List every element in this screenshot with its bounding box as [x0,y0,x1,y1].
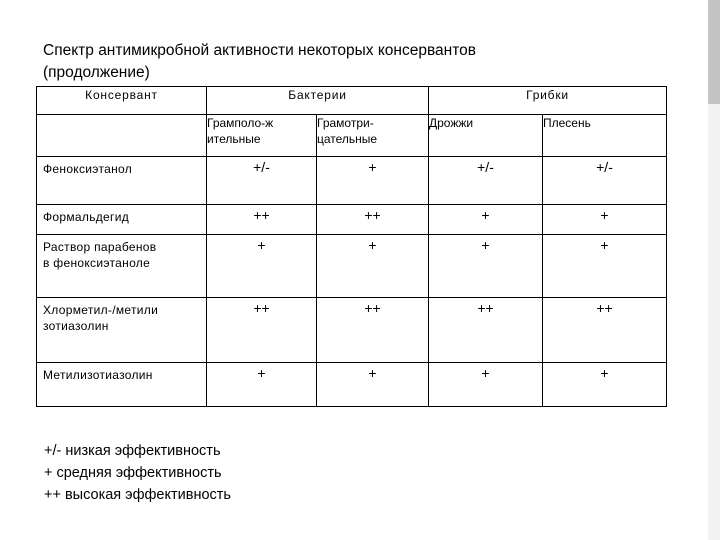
header-row [37,87,667,115]
legend-high: ++ высокая эффективность [44,487,231,503]
slide-title [43,40,663,84]
vertical-scrollbar[interactable] [708,0,720,540]
cell-gram-negative: + [317,235,429,298]
subheader-gram-positive-line-1: Грамполо-ж [207,116,274,130]
cell-mold: + [543,235,667,298]
scrollbar-thumb[interactable] [708,0,720,104]
subheader-gram-positive-line-2: ительные [207,132,261,146]
cell-yeast: +/- [429,157,543,205]
table-row-phenoxyethanol [37,157,667,205]
subheader-gram-negative-line-1: Грамотри- [317,116,374,130]
row-name-line: Хлорметил-/метили [43,303,159,317]
row-name-line: Формальдегид [43,210,130,224]
cell-mold: + [543,205,667,235]
row-name-line: Феноксиэтанол [43,162,133,176]
cell-mold: ++ [543,298,667,363]
legend [44,440,231,506]
row-name [37,235,207,298]
row-name [37,298,207,363]
cell-yeast: + [429,363,543,407]
table-row-chloromethylisothiazolinone [37,298,667,363]
cell-mold: +/- [543,157,667,205]
preservatives-table [36,86,667,407]
row-name-line: Метилизотиазолин [43,368,153,382]
subheader-mold: Плесень [543,115,667,157]
legend-low: +/- низкая эффективность [44,443,221,459]
cell-gram-positive: +/- [207,157,317,205]
cell-gram-positive: ++ [207,205,317,235]
legend-medium: + средняя эффективность [44,465,222,481]
row-name-line: в феноксиэтаноле [43,256,151,270]
cell-gram-negative: + [317,157,429,205]
table-row-formaldehyde [37,205,667,235]
row-name [37,157,207,205]
header-preservative: Консервант [37,87,207,115]
cell-yeast: + [429,205,543,235]
cell-gram-positive: + [207,363,317,407]
subheader-gram-negative-line-2: цательные [317,132,378,146]
cell-mold: + [543,363,667,407]
row-name-line: зотиазолин [43,319,109,333]
header-fungi: Грибки [429,87,667,115]
title-line-1: Спектр антимикробной активности некоторых консервантов [43,42,476,59]
row-name-line: Раствор парабенов [43,240,157,254]
subheader-empty [37,115,207,157]
cell-yeast: + [429,235,543,298]
cell-gram-positive: ++ [207,298,317,363]
table-row-parabens [37,235,667,298]
cell-gram-negative: ++ [317,205,429,235]
subheader-yeast: Дрожжи [429,115,543,157]
cell-yeast: ++ [429,298,543,363]
cell-gram-positive: + [207,235,317,298]
row-name [37,205,207,235]
subheader-row [37,115,667,157]
subheader-gram-positive [207,115,317,157]
row-name [37,363,207,407]
subheader-gram-negative [317,115,429,157]
cell-gram-negative: + [317,363,429,407]
header-bacteria: Бактерии [207,87,429,115]
table-row-methylisothiazolinone [37,363,667,407]
title-line-2: (продолжение) [43,64,150,81]
cell-gram-negative: ++ [317,298,429,363]
